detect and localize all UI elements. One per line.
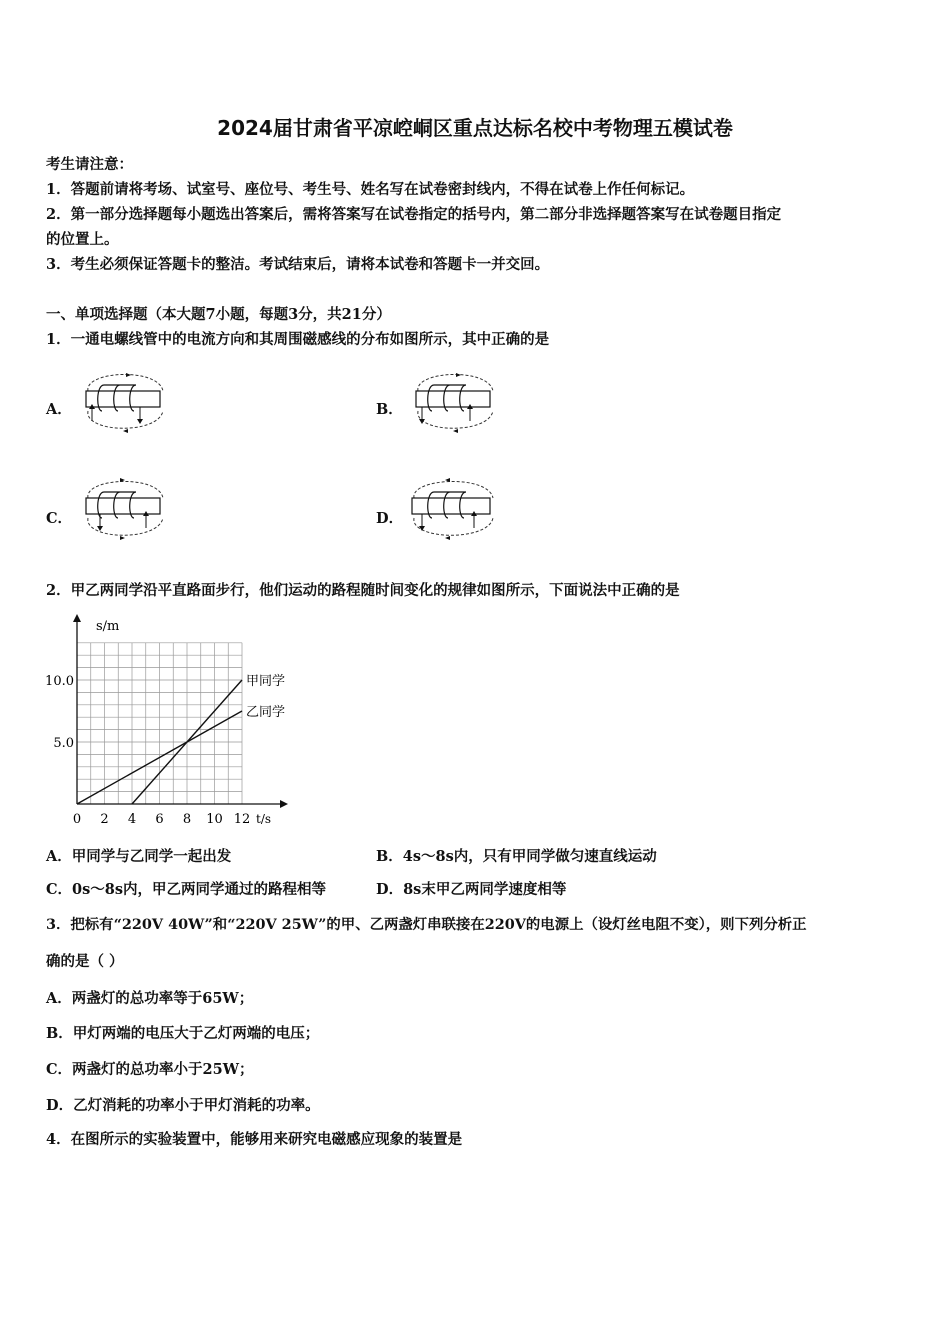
q3-stem-line1: 3．把标有“220V 40W”和“220V 25W”的甲、乙两盏灯串联接在220V的电源上（设灯丝电阻不变），则下列分析正 bbox=[46, 916, 807, 933]
solenoid-diagram-c bbox=[78, 472, 170, 544]
solenoid-diagram-d bbox=[404, 472, 500, 544]
notice-item-2-cont: 的位置上。 bbox=[46, 231, 119, 248]
x-tick-label: 2 bbox=[100, 812, 109, 827]
notice-item-2: 2．第一部分选择题每小题选出答案后，需将答案写在试卷指定的括号内，第二部分非选择题答案写在试卷题目指定 bbox=[46, 206, 782, 223]
q3-stem-line2: 确的是（ ） bbox=[46, 953, 124, 970]
solenoid-diagram-a bbox=[78, 365, 170, 437]
q1-label-b: B． bbox=[376, 401, 403, 418]
x-tick-label: 4 bbox=[127, 812, 137, 827]
q2-stem: 2．甲乙两同学沿平直路面步行，他们运动的路程随时间变化的规律如图所示，下面说法中正确的是 bbox=[46, 582, 680, 599]
x-tick-label: 10 bbox=[206, 812, 223, 827]
q2-option-a: A．甲同学与乙同学一起出发 bbox=[46, 848, 232, 865]
x-tick-label: 12 bbox=[233, 812, 251, 827]
q2-option-b: B．4s～8s内，只有甲同学做匀速直线运动 bbox=[376, 848, 657, 865]
q3-option-d: D．乙灯消耗的功率小于甲灯消耗的功率。 bbox=[46, 1097, 320, 1114]
q2-option-c: C．0s～8s内，甲乙两同学通过的路程相等 bbox=[46, 881, 327, 898]
q1-stem: 1．一通电螺线管中的电流方向和其周围磁感线的分布如图所示，其中正确的是 bbox=[46, 331, 550, 348]
q4-stem: 4．在图所示的实验装置中，能够用来研究电磁感应现象的装置是 bbox=[46, 1131, 463, 1148]
q1-label-c: C． bbox=[46, 510, 73, 527]
solenoid-diagram-b bbox=[408, 365, 500, 437]
x-tick-label: 6 bbox=[155, 812, 164, 827]
page-title: 2024届甘肃省平凉崆峒区重点达标名校中考物理五模试卷 bbox=[217, 116, 733, 140]
q3-option-b: B．甲灯两端的电压大于乙灯两端的电压； bbox=[46, 1025, 320, 1042]
q1-label-a: A． bbox=[46, 401, 72, 418]
notice-item-3: 3．考生必须保证答题卡的整洁。考试结束后，请将本试卷和答题卡一并交回。 bbox=[46, 256, 550, 273]
y-axis-label: s/m bbox=[96, 619, 120, 634]
y-tick-label: 10.0 bbox=[45, 674, 74, 689]
q2-option-d: D．8s末甲乙两同学速度相等 bbox=[376, 881, 567, 898]
notice-heading: 考生请注意： bbox=[46, 156, 133, 173]
section-heading: 一、单项选择题（本大题7小题，每题3分，共21分） bbox=[46, 306, 391, 323]
chart-grid bbox=[77, 643, 242, 804]
series-label-1: 乙同学 bbox=[246, 705, 286, 720]
x-tick-label: 0 bbox=[72, 812, 82, 827]
x-tick-label: 8 bbox=[182, 812, 192, 827]
notice-item-1: 1．答题前请将考场、试室号、座位号、考生号、姓名写在试卷密封线内，不得在试卷上作任何标记。 bbox=[46, 181, 695, 198]
x-axis-label: t/s bbox=[256, 812, 272, 826]
q3-option-a: A．两盏灯的总功率等于65W； bbox=[46, 990, 254, 1007]
q3-option-c: C．两盏灯的总功率小于25W； bbox=[46, 1061, 254, 1078]
q1-label-d: D． bbox=[376, 510, 404, 527]
st-graph bbox=[40, 612, 310, 832]
y-tick-label: 5.0 bbox=[53, 736, 74, 751]
series-label-0: 甲同学 bbox=[246, 674, 286, 689]
